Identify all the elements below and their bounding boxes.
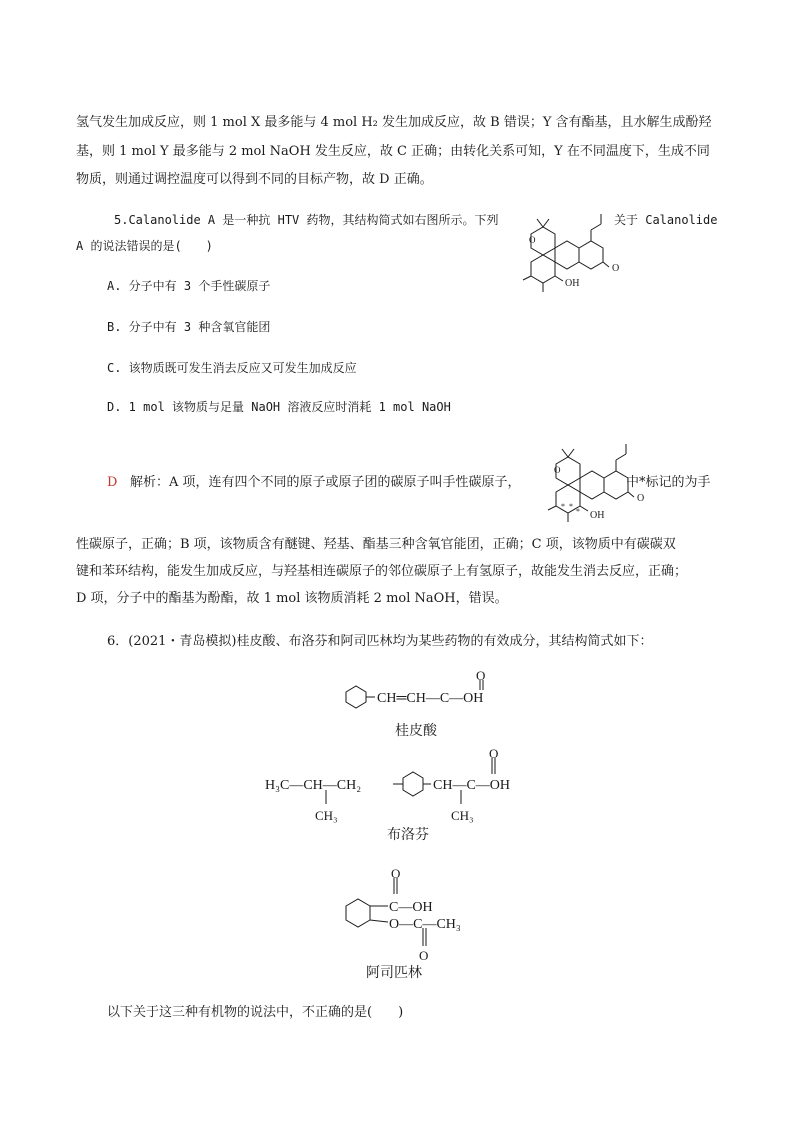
- question-5-stem: 5.Calanolide A 是一种抗 HTV 药物，其结构简式如右图所示。下列: [114, 213, 499, 227]
- ibuprofen-carbonyl-o: O: [489, 746, 499, 761]
- option-d: D. 1 mol 该物质与足量 NaOH 溶液反应时消耗 1 mol NaOH: [107, 400, 451, 414]
- svg-text:*: *: [569, 502, 573, 511]
- cinnamic-acid-structure: [340, 670, 540, 710]
- solution-line-3: 物质，则通过调控温度可以得到不同的目标产物，故 D 正确。: [76, 172, 433, 187]
- solution-line-2: 基，则 1 mol Y 最多能与 2 mol NaOH 发生反应，故 C 正确；由转化关系可知，Y 在不同温度下，生成不同: [76, 144, 710, 159]
- analysis-line-2: 性碳原子，正确；B 项，该物质含有醚键、羟基、酯基三种含氧官能团，正确；C 项，该物质中有碳碳双: [76, 537, 676, 552]
- hydroxyl-label: OH: [565, 278, 580, 289]
- ibuprofen-structure: [265, 742, 565, 822]
- ring-oxygen-label: O: [529, 235, 536, 245]
- option-c: C. 该物质既可发生消去反应又可发生加成反应: [107, 361, 357, 375]
- answer-label: D: [107, 475, 118, 490]
- cinnamic-formula: CH═CH—C—OH: [377, 691, 484, 706]
- ring-oxygen-label-2: O: [554, 465, 561, 475]
- ibuprofen-ch3-left: CH₃: [315, 808, 338, 823]
- aspirin-bottom-group: O—C—CH₃: [389, 917, 461, 932]
- aspirin-name: 阿司匹林: [366, 965, 422, 981]
- analysis-line-3: 键和苯环结构，能发生加成反应，与羟基相连碳原子的邻位碳原子上有氢原子，故能发生消去反应，正确；: [76, 564, 688, 579]
- question-6-prompt: 以下关于这三种有机物的说法中，不正确的是( ): [107, 1005, 404, 1020]
- analysis-line-4: D 项，分子中的酯基为酚酯，故 1 mol 该物质消耗 2 mol NaOH，错误。: [76, 591, 508, 606]
- aspirin-structure: [338, 866, 498, 966]
- cinnamic-carbonyl-o: O: [476, 668, 486, 683]
- ibuprofen-name: 布洛芬: [387, 827, 429, 843]
- question-5-stem-line2: A 的说法错误的是( ): [76, 239, 213, 253]
- svg-text:*: *: [561, 502, 565, 511]
- option-b: B. 分子中有 3 种含氧官能团: [107, 320, 271, 334]
- analysis-line-1-cont: 中*标记的为手: [626, 475, 711, 490]
- carbonyl-oxygen-label-2: O: [637, 493, 645, 504]
- svg-text:*: *: [576, 507, 580, 516]
- aspirin-bottom-o: O: [419, 948, 429, 963]
- analysis-line-1: 解析：A 项，连有四个不同的原子或原子团的碳原子叫手性碳原子，: [130, 475, 521, 490]
- option-a: A. 分子中有 3 个手性碳原子: [107, 279, 271, 293]
- carbonyl-oxygen-label: O: [612, 263, 620, 274]
- ibuprofen-left: H₃C—CH—CH₂: [265, 778, 362, 793]
- calanolide-structure: [515, 210, 625, 300]
- cinnamic-acid-name: 桂皮酸: [395, 723, 437, 739]
- aspirin-top-o: O: [391, 866, 401, 881]
- question-6-stem: 6．(2021・青岛模拟)桂皮酸、布洛芬和阿司匹林均为某些药物的有效成分，其结构简式如下：: [107, 634, 653, 649]
- question-5-stem-cont: 关于 Calanolide: [614, 213, 718, 227]
- aspirin-top-group: C—OH: [389, 900, 433, 915]
- ibuprofen-ch3-right: CH₃: [451, 808, 474, 823]
- hydroxyl-label-2: OH: [590, 510, 605, 521]
- ibuprofen-right: CH—C—OH: [433, 778, 511, 793]
- solution-line-1: 氢气发生加成反应，则 1 mol X 最多能与 4 mol H₂ 发生加成反应，故 B 错误；Y 含有酯基，且水解生成酚羟: [76, 115, 712, 130]
